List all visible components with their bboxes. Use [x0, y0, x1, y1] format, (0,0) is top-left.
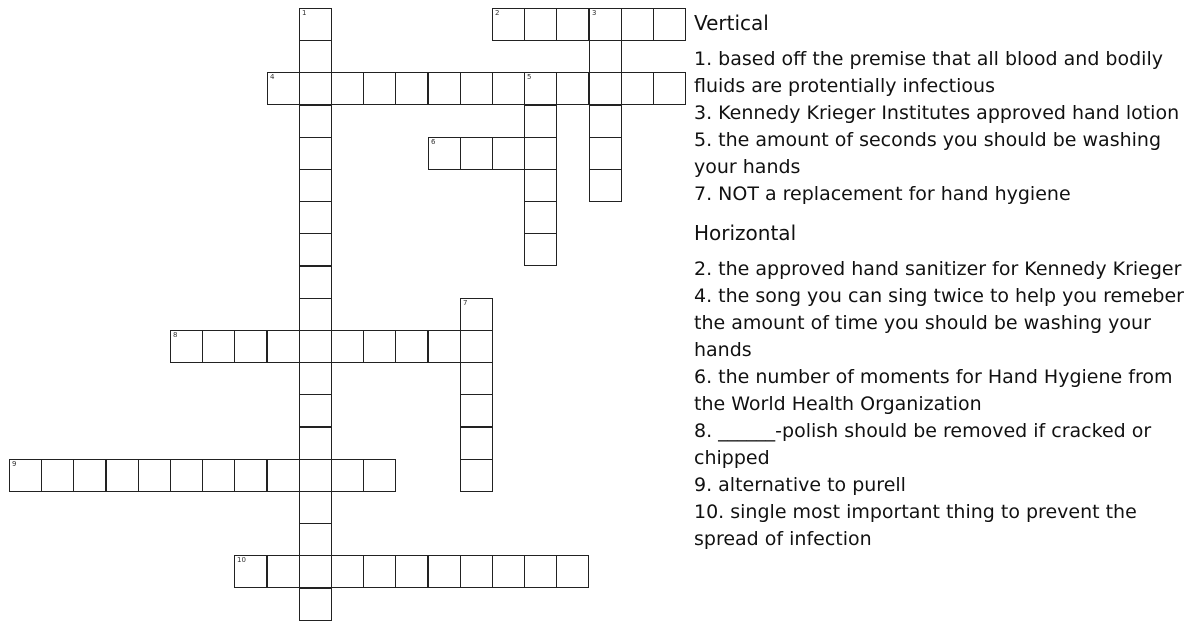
crossword-cell[interactable]: [492, 137, 525, 170]
crossword-cell[interactable]: [653, 72, 686, 105]
clue-number: 6: [431, 138, 436, 146]
crossword-cell[interactable]: [331, 555, 364, 588]
crossword-cell[interactable]: [428, 555, 461, 588]
crossword-cell[interactable]: [299, 201, 332, 234]
crossword-cell[interactable]: [556, 8, 589, 41]
crossword-cell[interactable]: [460, 555, 493, 588]
clue-number: 7: [463, 299, 468, 307]
crossword-cell[interactable]: [556, 555, 589, 588]
crossword-cell[interactable]: [299, 459, 332, 492]
crossword-cell[interactable]: [589, 137, 622, 170]
crossword-cell[interactable]: [234, 330, 267, 363]
clue-across-4: 4. the song you can sing twice to help you remeber the amount of time you should be washing your hands: [694, 285, 1184, 361]
crossword-cell[interactable]: [524, 8, 557, 41]
crossword-cell[interactable]: [299, 72, 332, 105]
crossword-cell[interactable]: [589, 40, 622, 73]
crossword-cell[interactable]: [428, 72, 461, 105]
crossword-cell[interactable]: [395, 330, 428, 363]
crossword-cell[interactable]: [299, 491, 332, 524]
crossword-cell[interactable]: [460, 298, 493, 331]
clue-number: 5: [527, 73, 532, 81]
crossword-cell[interactable]: [299, 362, 332, 395]
clues-panel: [694, 8, 1198, 563]
crossword-cell[interactable]: [492, 8, 525, 41]
clue-down-5: 5. the amount of seconds you should be washing your hands: [694, 129, 1162, 178]
crossword-cell[interactable]: [299, 8, 332, 41]
crossword-cell[interactable]: [589, 105, 622, 138]
crossword-cell[interactable]: [492, 72, 525, 105]
crossword-cell[interactable]: [524, 555, 557, 588]
crossword-cell[interactable]: [234, 459, 267, 492]
crossword-cell[interactable]: [331, 459, 364, 492]
crossword-cell[interactable]: [299, 137, 332, 170]
crossword-cell[interactable]: [589, 72, 622, 105]
clue-across-10: 10. single most important thing to prevent the spread of infection: [694, 501, 1137, 550]
crossword-cell[interactable]: [460, 362, 493, 395]
crossword-cell[interactable]: [267, 330, 300, 363]
clue-number: 1: [302, 9, 307, 17]
crossword-cell[interactable]: [138, 459, 171, 492]
crossword-cell[interactable]: [395, 555, 428, 588]
crossword-cell[interactable]: [202, 330, 235, 363]
crossword-cell[interactable]: [492, 555, 525, 588]
crossword-cell[interactable]: [460, 72, 493, 105]
crossword-cell[interactable]: [299, 555, 332, 588]
clue-number: 3: [592, 9, 597, 17]
clue-down-7: 7. NOT a replacement for hand hygiene: [694, 183, 1071, 205]
crossword-cell[interactable]: [299, 588, 332, 621]
crossword-cell[interactable]: [524, 137, 557, 170]
crossword-cell[interactable]: [621, 72, 654, 105]
crossword-cell[interactable]: [589, 8, 622, 41]
crossword-cell[interactable]: [363, 459, 396, 492]
clue-down-1: 1. based off the premise that all blood and bodily fluids are protentially infectious: [694, 48, 1163, 97]
crossword-cell[interactable]: [395, 72, 428, 105]
crossword-cell[interactable]: [299, 105, 332, 138]
horizontal-clue-list: [694, 256, 1198, 553]
clue-across-2: 2. the approved hand sanitizer for Kennedy Krieger: [694, 258, 1182, 280]
crossword-cell[interactable]: [363, 72, 396, 105]
crossword-cell[interactable]: [106, 459, 139, 492]
horizontal-heading: Horizontal: [694, 221, 797, 245]
crossword-cell[interactable]: [267, 459, 300, 492]
clue-across-6: 6. the number of moments for Hand Hygiene from the World Health Organization: [694, 366, 1173, 415]
clue-number: 8: [173, 331, 178, 339]
crossword-cell[interactable]: [653, 8, 686, 41]
clue-number: 10: [237, 556, 246, 564]
crossword-cell[interactable]: [299, 266, 332, 299]
clue-across-8: 8. ______-polish should be removed if cracked or chipped: [694, 420, 1152, 469]
crossword-cell[interactable]: [524, 169, 557, 202]
crossword-cell[interactable]: [299, 427, 332, 460]
clue-across-9: 9. alternative to purell: [694, 474, 906, 496]
crossword-cell[interactable]: [299, 233, 332, 266]
crossword-cell[interactable]: [524, 72, 557, 105]
clue-number: 2: [495, 9, 500, 17]
crossword-cell[interactable]: [556, 72, 589, 105]
crossword-cell[interactable]: [460, 330, 493, 363]
crossword-cell[interactable]: [589, 169, 622, 202]
crossword-cell[interactable]: [428, 137, 461, 170]
crossword-cell[interactable]: [331, 72, 364, 105]
crossword-cell[interactable]: [460, 137, 493, 170]
crossword-cell[interactable]: [299, 330, 332, 363]
clue-number: 4: [270, 73, 275, 81]
crossword-cell[interactable]: [299, 40, 332, 73]
crossword-cell[interactable]: [267, 72, 300, 105]
crossword-cell[interactable]: [170, 459, 203, 492]
crossword-cell[interactable]: [460, 459, 493, 492]
vertical-clue-list: [694, 46, 1198, 208]
crossword-cell[interactable]: [524, 201, 557, 234]
crossword-cell[interactable]: [299, 169, 332, 202]
crossword-cell[interactable]: [170, 330, 203, 363]
crossword-cell[interactable]: [524, 105, 557, 138]
crossword-cell[interactable]: [331, 330, 364, 363]
crossword-cell[interactable]: [299, 298, 332, 331]
crossword-cell[interactable]: [299, 523, 332, 556]
crossword-cell[interactable]: [460, 427, 493, 460]
crossword-cell[interactable]: [9, 459, 42, 492]
crossword-cell[interactable]: [363, 330, 396, 363]
crossword-cell[interactable]: [234, 555, 267, 588]
crossword-cell[interactable]: [460, 394, 493, 427]
crossword-cell[interactable]: [363, 555, 396, 588]
crossword-cell[interactable]: [299, 394, 332, 427]
crossword-cell[interactable]: [73, 459, 106, 492]
clue-number: 9: [12, 460, 17, 468]
crossword-cell[interactable]: [202, 459, 235, 492]
crossword-cell[interactable]: [621, 8, 654, 41]
clue-down-3: 3. Kennedy Krieger Institutes approved hand lotion: [694, 102, 1180, 124]
crossword-cell[interactable]: [267, 555, 300, 588]
crossword-cell[interactable]: [41, 459, 74, 492]
crossword-cell[interactable]: [524, 233, 557, 266]
vertical-heading: Vertical: [694, 11, 769, 35]
crossword-cell[interactable]: [428, 330, 461, 363]
